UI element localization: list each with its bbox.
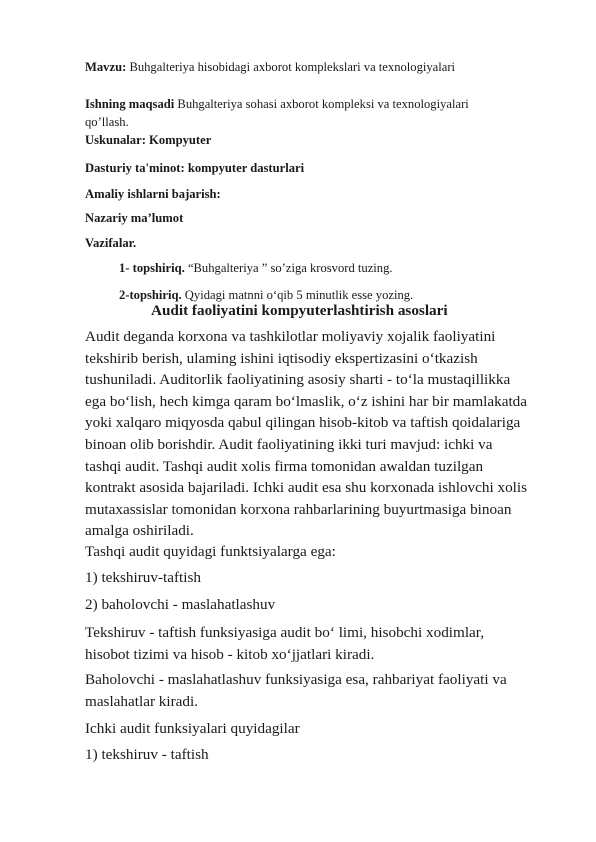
theory-line	[85, 211, 183, 226]
software-line	[85, 161, 304, 176]
topic-line	[85, 60, 455, 75]
goal-line	[85, 97, 469, 112]
paragraph-line: tashqi audit. Tashqi audit xolis firma tomonidan awaldan tuzilgan	[85, 457, 484, 475]
paragraph-line: tekshirib berish, ulaming ishini iqtisodiy ekspertizasini o‘tkazish	[85, 349, 478, 367]
equipment-label: Uskunalar: Kompyuter	[85, 133, 212, 147]
equipment-line	[85, 133, 211, 148]
goal-text: Buhgalteriya sohasi axborot kompleksi va texnologiyalari	[177, 97, 469, 111]
theory-label: Nazariy ma’lumot	[85, 211, 184, 225]
paragraph-line: amalga oshiriladi.	[85, 522, 194, 540]
paragraph-line: Audit deganda korxona va tashkilotlar moliyaviy xojalik faoliyatini	[85, 328, 496, 345]
task2-text: Qyidagi matnni o‘qib 5 minutlik esse yozing.	[184, 288, 414, 302]
practical-line	[85, 187, 221, 202]
goal-text-cont: qo’llash.	[85, 115, 129, 129]
paragraph-line: kontrakt asosida bajariladi. Ichki audit esa shu korxonada ishlovchi xolis	[85, 479, 528, 497]
practical-label: Amaliy ishlarni bajarish:	[85, 187, 221, 201]
list-item-2: 2) baholovchi - maslahatlashuv	[85, 596, 276, 613]
topic-label: Mavzu:	[85, 60, 127, 74]
paragraph-3	[85, 669, 555, 712]
section-title: Audit faoliyatini kompyuterlashtirish asoslari	[151, 302, 448, 319]
tasks-label: Vazifalar.	[85, 236, 137, 250]
paragraph-line: ega bo‘lish, hech kimga qaram bo‘lmaslik, o‘z ishini har bir mamlakatda	[85, 392, 527, 410]
paragraph-1	[85, 326, 555, 542]
paragraph-line: binoan olib borishdir. Audit faoliyatining ikki turi mavjud: ichki va	[85, 435, 493, 453]
task1-text: “Buhgalteriya ” so’ziga krosvord tuzing.	[187, 261, 393, 275]
list-item-3: 1) tekshiruv - taftish	[85, 746, 209, 763]
topic-text: Buhgalteriya hisobidagi axborot komplekslari va texnologiyalari	[129, 60, 456, 74]
external-audit-line: Tashqi audit quyidagi funktsiyalarga ega:	[85, 543, 336, 560]
software-label: Dasturiy ta'minot: kompyuter dasturlari	[85, 161, 305, 175]
internal-audit-line: Ichki audit funksiyalari quyidagilar	[85, 720, 300, 737]
goal-label: Ishning maqsadi	[85, 97, 175, 111]
paragraph-line: Baholovchi - maslahatlashuv funksiyasiga esa, rahbariyat faoliyati va	[85, 671, 507, 688]
task2-label: 2-topshiriq.	[119, 288, 182, 302]
task1-line	[119, 261, 393, 276]
paragraph-2	[85, 622, 555, 665]
paragraph-line: maslahatlar kiradi.	[85, 692, 199, 710]
paragraph-line: mutaxassislar tomonidan korxona rahbarlarining buyurtmasiga binoan	[85, 500, 512, 518]
list-item-1: 1) tekshiruv-taftish	[85, 569, 201, 586]
task1-label: 1- topshiriq.	[119, 261, 185, 275]
task2-line	[119, 288, 413, 303]
paragraph-line: hisobot tizimi va hisob - kitob xo‘jjatlari kiradi.	[85, 645, 375, 663]
paragraph-line: Tekshiruv - taftish funksiyasiga audit bo‘ limi, hisobchi xodimlar,	[85, 624, 485, 641]
tasks-line	[85, 236, 136, 251]
paragraph-line: yoki xalqaro miqyosda qabul qilingan hisob-kitob va taftish qoidalariga	[85, 414, 521, 432]
paragraph-line: tushuniladi. Auditorlik faoliyatining asosiy sharti - to‘la mustaqillikka	[85, 371, 511, 389]
